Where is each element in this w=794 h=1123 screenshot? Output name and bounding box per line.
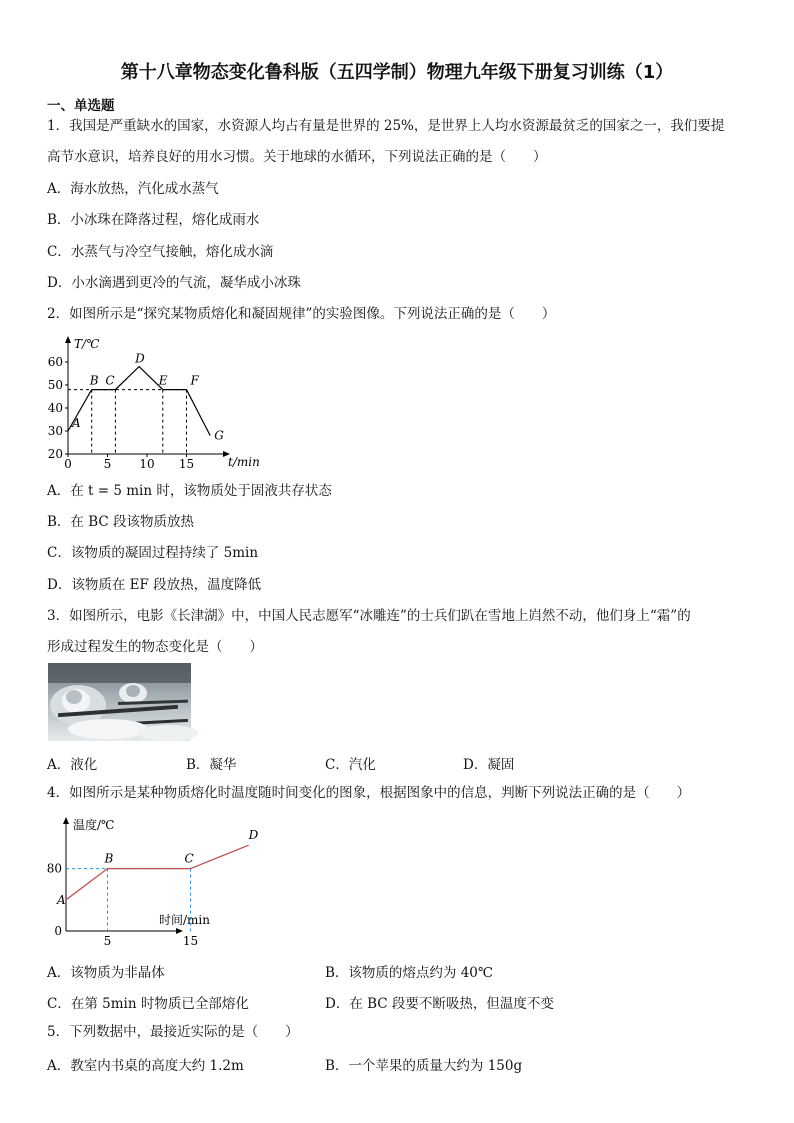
q4-stem: 4．如图所示是某种物质熔化时温度随时间变化的图象，根据图象中的信息，判断下列说法正确的是（ ） <box>47 785 691 801</box>
q1-option-c: C．水蒸气与冷空气接触，熔化成水滴 <box>47 244 274 260</box>
c1-x-tick-label: 10 <box>139 457 155 471</box>
c2-point-label-a: A <box>57 892 66 907</box>
q4-option-d: D．在 BC 段要不断吸热，但温度不变 <box>325 996 554 1012</box>
c1-y-tick-label: 30 <box>47 424 63 438</box>
q2-stem: 2．如图所示是“探究某物质熔化和凝固规律”的实验图像。下列说法正确的是（ ） <box>47 306 556 322</box>
c1-point-label-f: F <box>190 373 199 388</box>
c2-x-tick-label: 5 <box>103 934 112 948</box>
q3-option-c: C．汽化 <box>325 757 376 773</box>
q1-option-b: B．小冰珠在降落过程，熔化成雨水 <box>47 212 260 228</box>
q4-option-c: C．在第 5min 时物质已全部熔化 <box>47 996 249 1012</box>
q1-option-a: A．海水放热，汽化成水蒸气 <box>47 181 219 197</box>
q3-option-b: B．凝华 <box>186 757 237 773</box>
soldiers-in-snow-photo <box>48 663 191 741</box>
c2-point-label-b: B <box>104 851 114 866</box>
q3-stem-line2: 形成过程发生的物态变化是（ ） <box>47 639 263 655</box>
c1-point-label-a: A <box>72 416 81 430</box>
q4-option-a: A．该物质为非晶体 <box>47 965 165 981</box>
page-title: 第十八章物态变化鲁科版（五四学制）物理九年级下册复习训练（1） <box>120 62 674 83</box>
c1-y-arrow <box>65 336 71 343</box>
c1-point-label-e: E <box>158 373 168 388</box>
c1-point-label-d: D <box>135 351 145 366</box>
c2-x-tick-label: 15 <box>182 934 199 948</box>
q1-option-d: D．小水滴遇到更冷的气流，凝华成小冰珠 <box>47 275 301 291</box>
q2-option-a: A．在 t = 5 min 时，该物质处于固液共存状态 <box>47 483 332 499</box>
c2-y-label: 温度/℃ <box>73 818 115 832</box>
c2-point-label-d: D <box>248 828 259 843</box>
q2-option-d: D．该物质在 EF 段放热，温度降低 <box>47 577 262 593</box>
c1-x-tick-label: 15 <box>178 457 195 471</box>
melting-temperature-chart <box>46 812 259 948</box>
q3-option-d: D．凝固 <box>463 757 515 773</box>
melting-solidification-chart <box>46 332 276 474</box>
c1-y-tick-label: 60 <box>47 355 63 369</box>
c1-x-label: t/min <box>228 455 260 469</box>
c1-y-tick-label: 50 <box>47 378 63 392</box>
c1-y-tick-label: 20 <box>47 447 63 461</box>
c1-y-label: T/℃ <box>74 337 100 351</box>
q2-option-b: B．在 BC 段该物质放热 <box>47 514 195 530</box>
q5-stem: 5．下列数据中，最接近实际的是（ ） <box>47 1024 299 1040</box>
q4-option-b: B．该物质的熔点约为 40℃ <box>325 965 493 981</box>
c1-y-tick-label: 40 <box>47 401 63 415</box>
c1-point-label-b: B <box>89 373 99 388</box>
q1-stem-line1: 1．我国是严重缺水的国家，水资源人均占有量是世界的 25%，是世界上人均水资源最贫乏的国家之一，我们要提 <box>47 118 725 134</box>
c2-x-label: 时间/min <box>159 913 210 927</box>
c2-y-tick-label: 0 <box>54 924 62 938</box>
c2-y-arrow <box>63 817 69 824</box>
c1-point-label-c: C <box>105 373 115 388</box>
q5-option-a: A．教室内书桌的高度大约 1.2m <box>47 1058 244 1074</box>
q1-stem-line2: 高节水意识，培养良好的用水习惯。关于地球的水循环，下列说法正确的是（ ） <box>47 149 547 165</box>
c1-x-tick-label: 0 <box>64 457 72 471</box>
q3-stem-line1: 3．如图所示，电影《长津湖》中，中国人民志愿军“冰雕连”的士兵们趴在雪地上岿然不动，他们身上“霜”的 <box>47 608 691 624</box>
c2-y-tick-label: 80 <box>46 861 62 876</box>
c1-x-tick-label: 5 <box>103 457 112 471</box>
c1-point-label-g: G <box>214 428 224 443</box>
q2-option-c: C．该物质的凝固过程持续了 5min <box>47 545 259 561</box>
q3-option-a: A．液化 <box>47 757 98 773</box>
q5-option-b: B．一个苹果的质量大约为 150g <box>325 1058 523 1074</box>
c2-point-label-c: C <box>184 851 194 866</box>
c2-series-line <box>66 845 249 900</box>
section-heading: 一、单选题 <box>47 98 115 114</box>
